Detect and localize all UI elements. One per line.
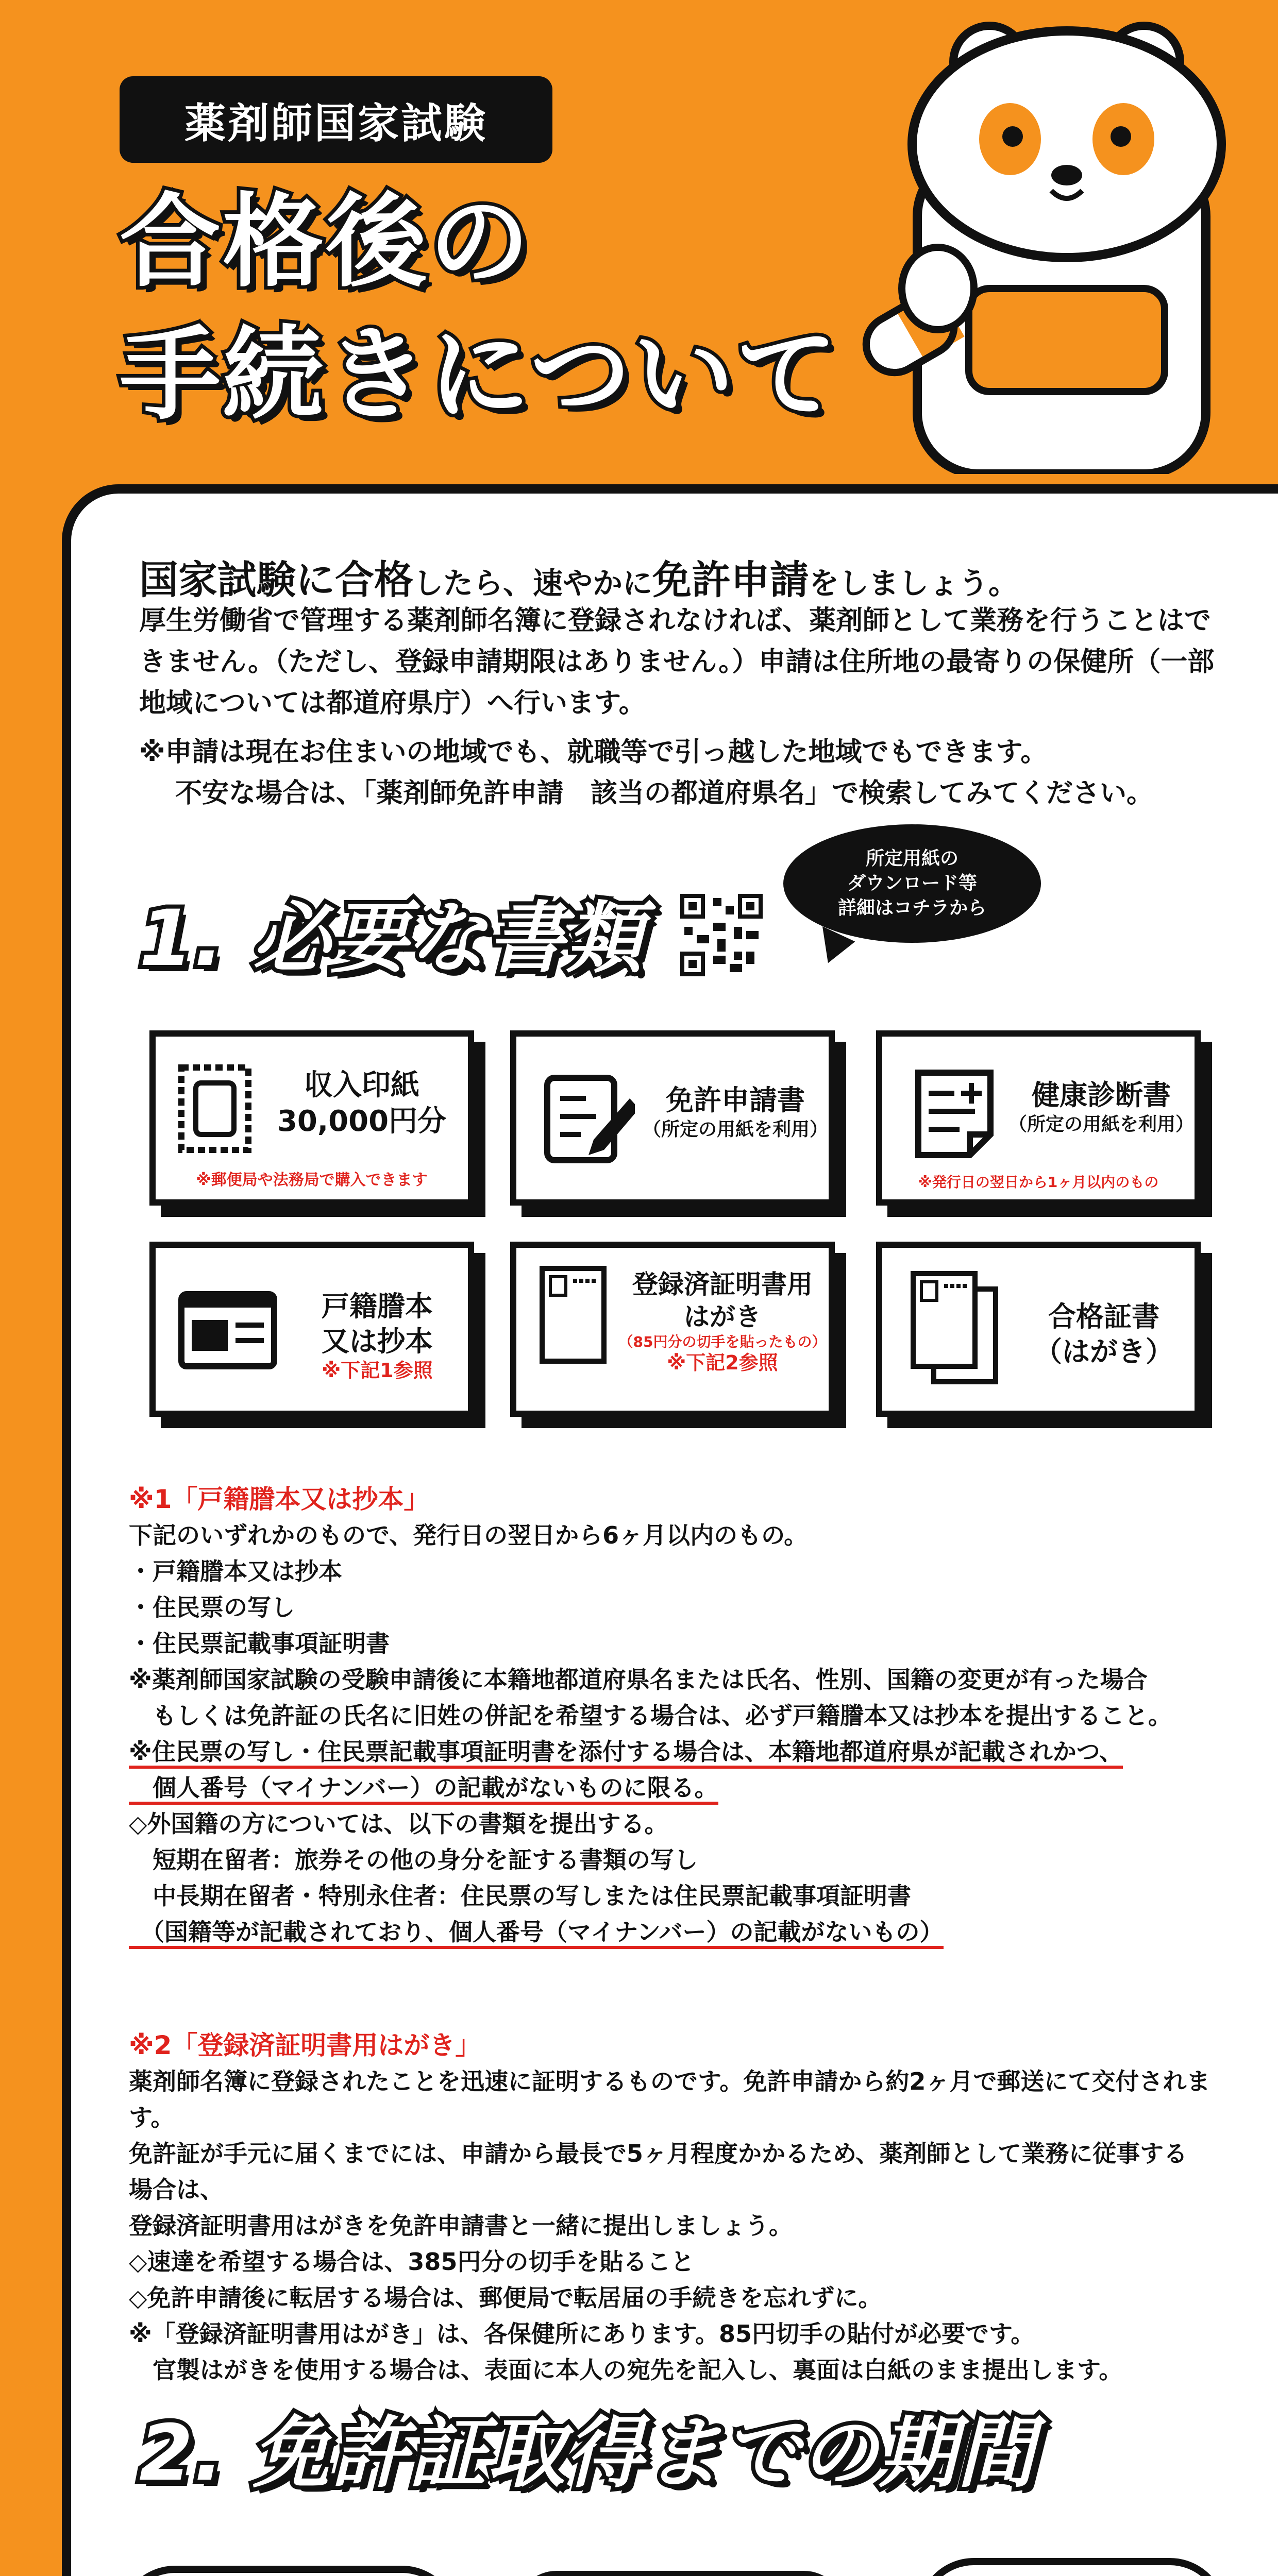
note1-line: もしくは免許証の氏名に旧姓の併記を希望する場合は、必ず戸籍謄本又は抄本を提出すること。 (129, 1702, 1172, 1730)
note2-heading: ※2「登録済証明書用はがき」 (129, 2030, 481, 2060)
lead-emphasis-apply: 免許申請 (652, 557, 810, 603)
flow-step-results (119, 2566, 459, 2576)
certificate-postcard-icon (908, 1268, 1001, 1387)
page-title-line2: 手続きについて (120, 316, 839, 434)
note1-line: ◇外国籍の方については、以下の書類を提出する。 (129, 1810, 668, 1838)
note1-body (129, 1517, 1211, 1950)
doc-box-revenue-stamp (149, 1030, 474, 1206)
note2-line: 免許証が手元に届くまでには、申請から最長で5ヶ月程度かかるため、薬剤師として業務に従事する場合は、 (129, 2140, 1188, 2204)
bubble-line2: ダウンロード等 (847, 873, 977, 894)
doc-note: ※郵便局や法務局で購入できます (196, 1171, 428, 1189)
section1-title: 1. 必要な書類 (139, 894, 644, 984)
header-tag: 薬剤師国家試験 (120, 76, 552, 163)
doc-sub: はがき (684, 1301, 761, 1332)
panda-mascot-illustration (855, 21, 1257, 474)
note1-line: ※薬剤師国家試験の受験申請後に本籍地都道府県名または氏名、性別、国籍の変更が有った場合 (129, 1666, 1148, 1693)
form-edit-icon (542, 1073, 635, 1165)
doc-sub: （所定の用紙を利用） (1008, 1113, 1194, 1135)
lead-text-2: をしましょう。 (809, 566, 1019, 601)
bubble-line1: 所定用紙の (865, 848, 959, 869)
doc-note: （85円分の切手を貼ったもの） (618, 1333, 827, 1350)
note2-line: ※「登録済証明書用はがき」は、各保健所にあります。85円切手の貼付が必要です。 (129, 2320, 1035, 2348)
note1-line: 下記のいずれかのもので、発行日の翌日から6ヶ月以内のもの。 (129, 1521, 808, 1549)
note1-heading: ※1「戸籍謄本又は抄本」 (129, 1484, 430, 1514)
note2-body (129, 2063, 1211, 2388)
doc-note: ※下記1参照 (322, 1359, 433, 1382)
lead-emphasis-pass: 国家試験に合格 (139, 557, 413, 603)
doc-sub: （はがき） (1034, 1335, 1173, 1368)
doc-box-family-register (149, 1242, 474, 1417)
download-info-bubble[interactable] (783, 824, 1041, 943)
intro-paragraph: 厚生労働省で管理する薬剤師名簿に登録されなければ、薬剤師として業務を行うことはできません。（ただし、登録申請期限はありません。）申請は住所地の最寄りの保健所（一部地域については都道府県庁）へ行います。 (139, 605, 1215, 719)
note1-line: ・住民票の写し (129, 1594, 295, 1621)
doc-name: 健康診断書 (1032, 1079, 1171, 1111)
flow-step-license-application (917, 2558, 1226, 2576)
note2-line: 薬剤師名簿に登録されたことを迅速に証明するものです。免許申請から約2ヶ月で郵送にて交付されます。 (129, 2067, 1210, 2131)
note2-line: 登録済証明書用はがきを免許申請書と一緒に提出しましょう。 (129, 2212, 793, 2240)
doc-box-license-application (510, 1030, 835, 1206)
doc-sub: （所定の用紙を利用） (642, 1118, 828, 1140)
doc-box-pass-certificate (876, 1242, 1201, 1417)
doc-name: 合格証書 (1048, 1300, 1159, 1333)
doc-sub: 又は抄本 (322, 1325, 433, 1358)
flow-step-receive-certificate (515, 2571, 845, 2576)
page-title-line1: 合格後の (120, 183, 532, 301)
intro-note-2: 不安な場合は、「薬剤師免許申請 該当の都道府県名」で検索してみてください。 (175, 778, 1154, 809)
doc-name: 登録済証明書用 (632, 1269, 813, 1299)
note1-line-underlined: 個人番号（マイナンバー）の記載がないものに限る。 (129, 1774, 718, 1805)
lead-text-1: したら、速やかに (413, 566, 653, 601)
doc-name: 戸籍謄本 (322, 1290, 433, 1323)
stamp-icon (176, 1062, 254, 1155)
doc-name: 収入印紙 (304, 1069, 419, 1102)
intro-note-1: ※申請は現在お住まいの地域でも、就職等で引っ越した地域でもできます。 (139, 737, 1048, 768)
register-document-icon (176, 1289, 279, 1371)
note1-line: 短期在留者：旅券その他の身分を証する書類の写し (129, 1846, 698, 1874)
qr-code-icon[interactable] (680, 894, 763, 976)
doc-name: 免許申請書 (666, 1084, 805, 1116)
postcard-icon (537, 1263, 609, 1366)
doc-note: ※発行日の翌日から1ヶ月以内のもの (918, 1174, 1159, 1191)
doc-note-ref: ※下記2参照 (667, 1351, 778, 1374)
note1-line-underlined: （国籍等が記載されており、個人番号（マイナンバー）の記載がないもの） (129, 1918, 944, 1949)
note2-line: ◇免許申請後に転居する場合は、郵便局で転居届の手続きを忘れずに。 (129, 2284, 882, 2312)
note1-line: 中長期在留者・特別永住者：住民票の写しまたは住民票記載事項証明書 (129, 1882, 911, 1910)
medical-form-icon (913, 1067, 996, 1160)
doc-box-registration-postcard (510, 1242, 835, 1417)
bubble-line3: 詳細はコチラから (837, 897, 986, 919)
intro-lead (139, 549, 1018, 605)
doc-sub: 30,000円分 (277, 1105, 447, 1138)
note2-line: 官製はがきを使用する場合は、表面に本人の宛先を記入し、裏面は白紙のまま提出します。 (129, 2356, 1123, 2384)
section2-title: 2. 免許証取得までの期間 (139, 2409, 1036, 2498)
note1-line: ・住民票記載事項証明書 (129, 1630, 390, 1657)
note1-line-underlined: ※住民票の写し・住民票記載事項証明書を添付する場合は、本籍地都道府県が記載されかつ、 (129, 1738, 1123, 1769)
note1-line: ・戸籍謄本又は抄本 (129, 1557, 342, 1585)
doc-box-health-certificate (876, 1030, 1201, 1206)
note2-line: ◇速達を希望する場合は、385円分の切手を貼ること (129, 2248, 695, 2276)
